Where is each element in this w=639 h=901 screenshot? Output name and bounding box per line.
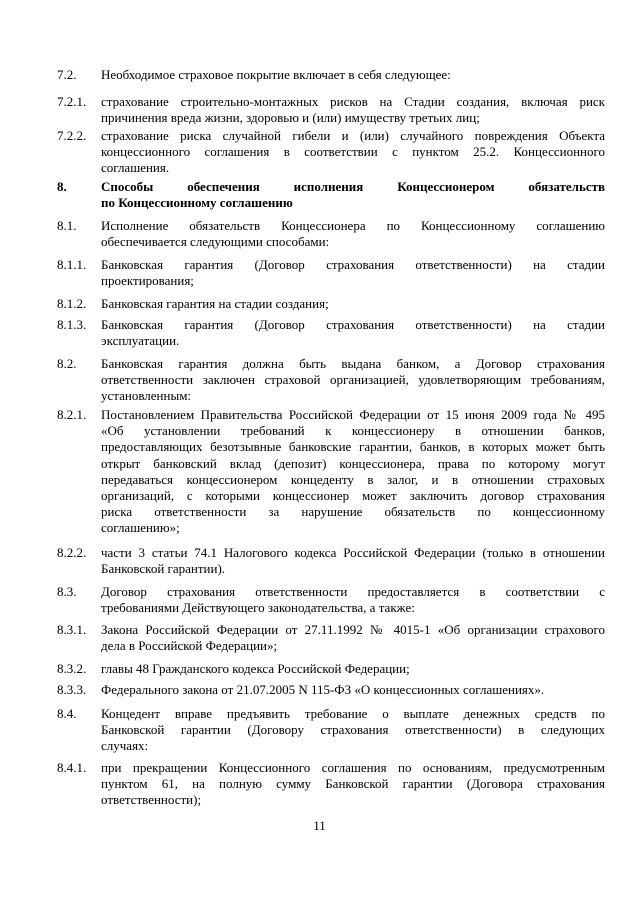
clause bbox=[57, 356, 605, 405]
clause-number: 7.2. bbox=[57, 67, 77, 82]
clause bbox=[57, 94, 605, 126]
text-line: Федерального закона от 21.07.2005 N 115-ФЗ «О концессионных соглашениях». bbox=[101, 682, 545, 697]
text-line: Банковской гарантии (Договору страхования ответственности) в следующих bbox=[101, 722, 605, 738]
clause-number: 8.4. bbox=[57, 706, 77, 721]
clause bbox=[57, 407, 605, 537]
clause-text bbox=[101, 257, 605, 289]
clause-text bbox=[101, 218, 605, 250]
text-line: по Концессионному соглашению bbox=[101, 195, 293, 211]
text-line: требованиями Действующего законодательства, а также: bbox=[101, 600, 415, 616]
clause-text bbox=[101, 317, 605, 349]
clause-text bbox=[101, 706, 605, 755]
clause-text bbox=[101, 67, 605, 83]
text-line: открыт банковский вклад (депозит) концессионера, права по которому могут bbox=[101, 455, 605, 471]
text-line: Концедент вправе предъявить требование о выплате денежных средств по bbox=[101, 706, 605, 721]
clause bbox=[57, 706, 605, 755]
clause-number: 8.3.3. bbox=[57, 682, 87, 697]
text-line: Договор страхования ответственности предоставляется в соответствии с bbox=[101, 584, 605, 599]
clause-number: 8.3.1. bbox=[57, 622, 87, 637]
text-line: дела в Российской Федерации»; bbox=[101, 638, 278, 654]
text-line: Постановлением Правительства Российской Федерации от 15 июня 2009 года № 495 bbox=[101, 407, 605, 422]
clause-text bbox=[101, 296, 605, 312]
clause bbox=[57, 317, 605, 349]
text-line: Банковская гарантия должна быть выдана банком, а Договор страхования bbox=[101, 356, 605, 371]
text-line: предоставляющих безотзывные банковские гарантии, банков, в которых может быть bbox=[101, 439, 605, 455]
clause-text bbox=[101, 545, 605, 577]
text-line: риска ответственности за нарушение обязательств по концессионному bbox=[101, 504, 605, 520]
clause-text bbox=[101, 661, 605, 677]
text-line: Исполнение обязательств Концессионера по Концессионному соглашению bbox=[101, 218, 605, 233]
text-line: Банковская гарантия (Договор страхования ответственности) на стадии bbox=[101, 257, 605, 272]
text-line: ответственности); bbox=[101, 792, 202, 808]
text-line: соглашения. bbox=[101, 160, 170, 176]
text-line: Закона Российской Федерации от 27.11.1992 № 4015-1 «Об организации страхового bbox=[101, 622, 605, 637]
text-line: Банковская гарантия на стадии создания; bbox=[101, 296, 329, 311]
clause-number: 8.2.1. bbox=[57, 407, 87, 422]
clause-number: 7.2.1. bbox=[57, 94, 87, 109]
clause bbox=[57, 661, 605, 677]
clause bbox=[57, 584, 605, 616]
clause-text bbox=[101, 622, 605, 654]
clause-text bbox=[101, 94, 605, 126]
page-number: 11 bbox=[313, 818, 326, 833]
text-line: концессионного соглашения в соответствии с пунктом 25.2. Концессионного bbox=[101, 144, 605, 160]
clause-number: 8.4.1. bbox=[57, 760, 87, 775]
clause-number: 8.1. bbox=[57, 218, 77, 233]
clause bbox=[57, 218, 605, 250]
text-line: пунктом 61, на полную сумму Банковской гарантии (Договора страхования bbox=[101, 776, 605, 792]
text-line: соглашению»; bbox=[101, 520, 180, 536]
clause-number: 8.1.3. bbox=[57, 317, 87, 332]
text-line: случаях: bbox=[101, 738, 149, 754]
clause-text bbox=[101, 356, 605, 405]
text-line: «Об установлении требований к концессионеру в отношении банков, bbox=[101, 423, 605, 439]
text-line: передаваться концессионером концеденту в залог, и в отношении страховых bbox=[101, 471, 605, 487]
text-line: причинения вреда жизни, здоровью и (или) имуществу третьих лиц; bbox=[101, 110, 480, 126]
clause-number: 7.2.2. bbox=[57, 128, 87, 143]
clause-number: 8. bbox=[57, 179, 67, 194]
text-line: обеспечивается следующими способами: bbox=[101, 234, 330, 250]
clause-number: 8.1.2. bbox=[57, 296, 87, 311]
clause bbox=[57, 67, 605, 83]
clause-text bbox=[101, 128, 605, 177]
clause bbox=[57, 296, 605, 312]
text-line: ответственности заключен страховой организацией, удовлетворяющим требованиям, bbox=[101, 372, 605, 388]
clause bbox=[57, 622, 605, 654]
clause-text bbox=[101, 584, 605, 616]
text-line: при прекращении Концессионного соглашения по основаниям, предусмотренным bbox=[101, 760, 605, 775]
text-line: Необходимое страховое покрытие включает в себя следующее: bbox=[101, 67, 451, 82]
text-line: главы 48 Гражданского кодекса Российской Федерации; bbox=[101, 661, 410, 676]
clause bbox=[57, 128, 605, 177]
text-line: страхование риска случайной гибели и (или) случайного повреждения Объекта bbox=[101, 128, 605, 143]
text-line: организаций, с которыми концессионер может заключить договор страхования bbox=[101, 488, 605, 504]
text-line: Банковской гарантии). bbox=[101, 561, 226, 577]
text-line: страхование строительно-монтажных рисков на Стадии создания, включая риск bbox=[101, 94, 605, 109]
text-line: Банковская гарантия (Договор страхования ответственности) на стадии bbox=[101, 317, 605, 332]
clause-text bbox=[101, 179, 605, 211]
clause-number: 8.3. bbox=[57, 584, 77, 599]
text-line: Способы обеспечения исполнения Концессионером обязательств bbox=[101, 179, 605, 194]
clause bbox=[57, 257, 605, 289]
text-line: части 3 статьи 74.1 Налогового кодекса Российской Федерации (только в отношении bbox=[101, 545, 605, 560]
clause-number: 8.1.1. bbox=[57, 257, 87, 272]
section-heading bbox=[57, 179, 605, 211]
text-line: эксплуатации. bbox=[101, 333, 180, 349]
clause-number: 8.2. bbox=[57, 356, 77, 371]
text-line: проектирования; bbox=[101, 273, 194, 289]
clause-text bbox=[101, 682, 605, 698]
clause bbox=[57, 682, 605, 698]
clause-text bbox=[101, 760, 605, 809]
clause-number: 8.2.2. bbox=[57, 545, 87, 560]
clause-number: 8.3.2. bbox=[57, 661, 87, 676]
clause bbox=[57, 545, 605, 577]
clause bbox=[57, 760, 605, 809]
clause-text bbox=[101, 407, 605, 537]
text-line: установленным: bbox=[101, 388, 192, 404]
